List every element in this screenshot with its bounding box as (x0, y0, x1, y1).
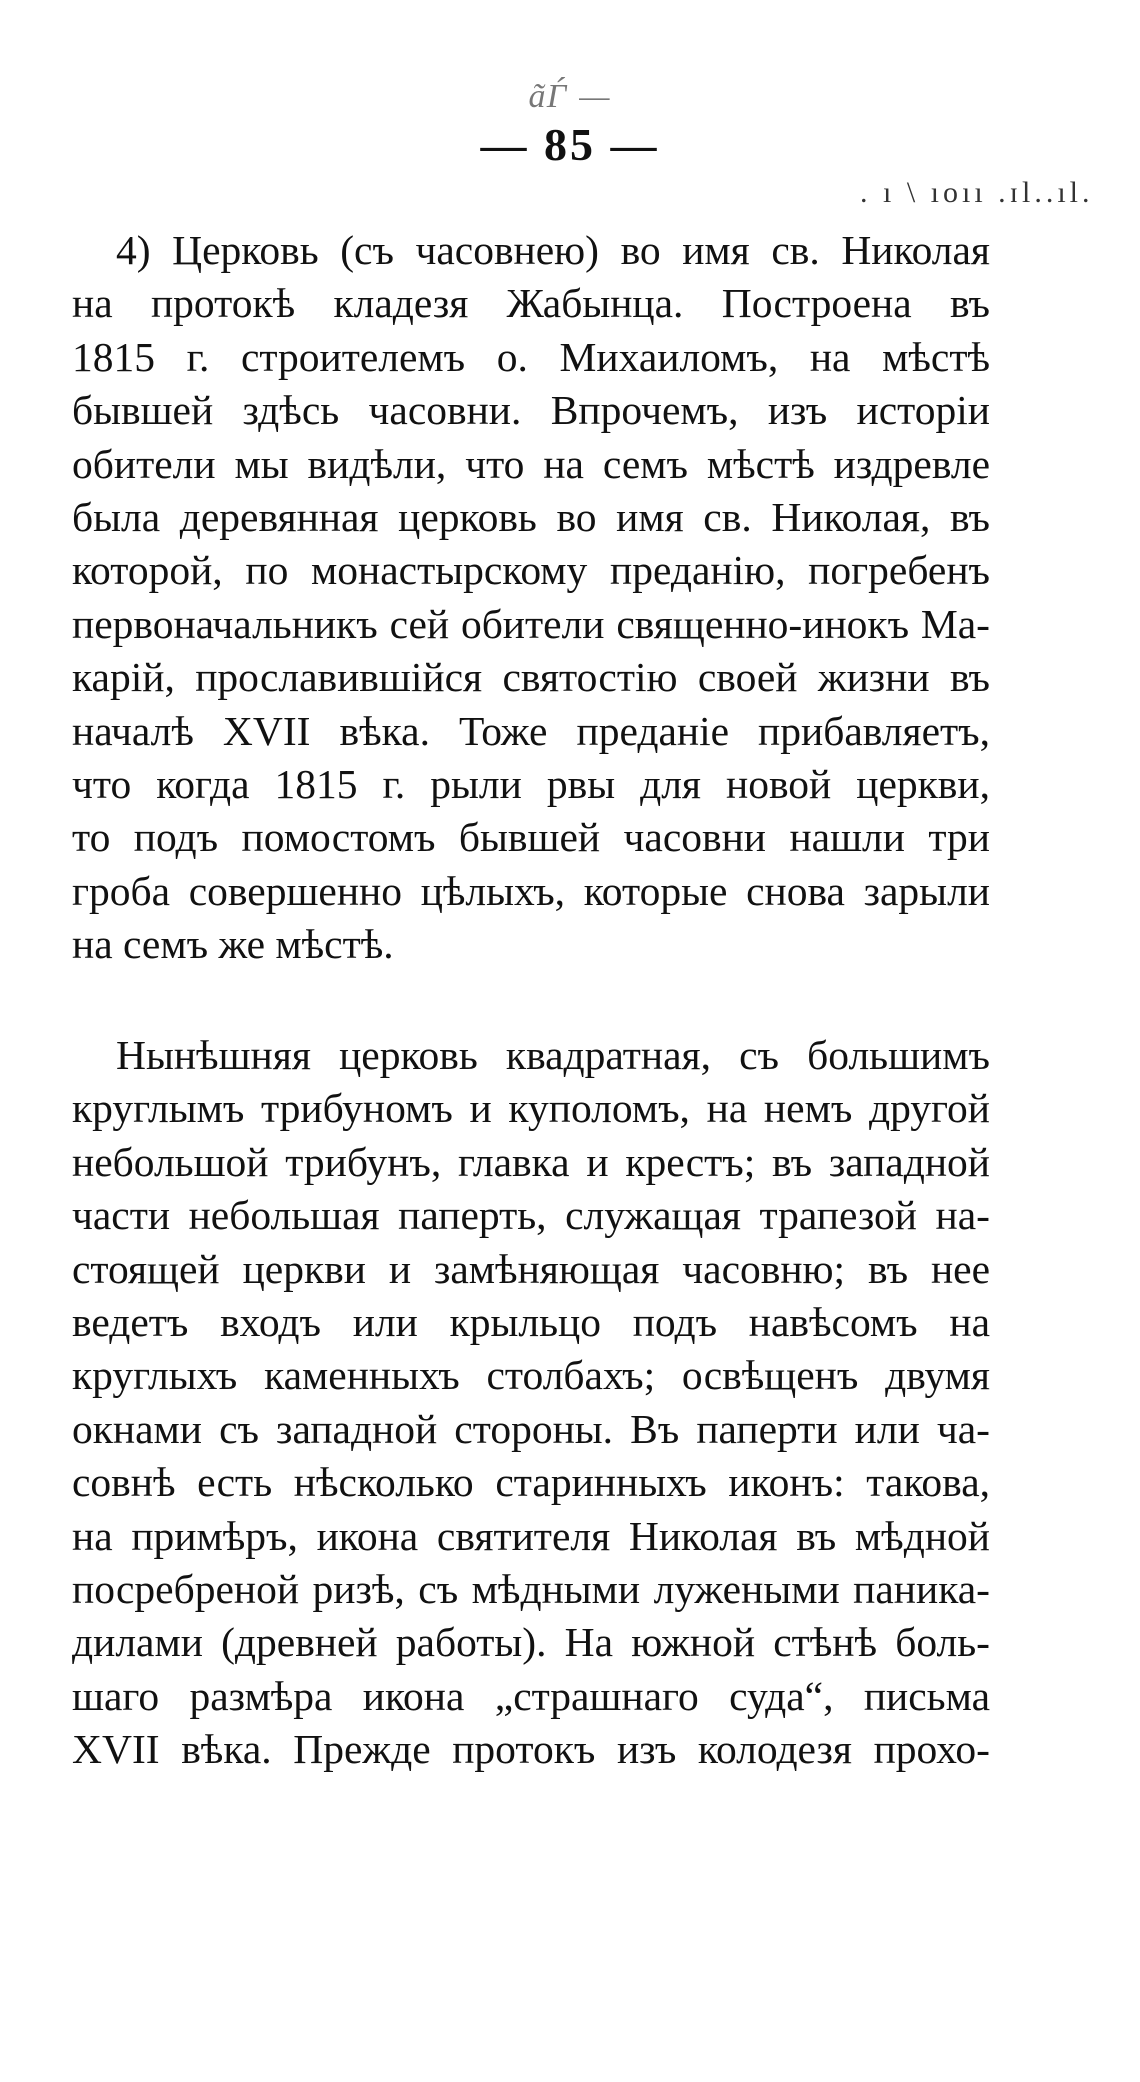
text-line: ведетъ входъ или крыльцо подъ навѣсомъ на (72, 1299, 990, 1346)
text-line: части небольшая паперть, служащая трапезой на- (72, 1192, 990, 1239)
text-line: круглыхъ каменныхъ столбахъ; освѣщенъ двумя (72, 1352, 990, 1399)
text-line: посребреной ризѣ, съ мѣдными лужеными паника- (72, 1566, 990, 1613)
text-line: XVII вѣка. Прежде протокъ изъ колодезя прохо- (72, 1726, 990, 1773)
text-line: стоящей церкви и замѣняющая часовню; въ нее (72, 1245, 990, 1292)
handwritten-page-mark: ãЃ — (528, 78, 612, 115)
text-line: то подъ помостомъ бывшей часовни нашли три (72, 814, 990, 861)
text-line: окнами съ западной стороны. Въ паперти или ча- (72, 1405, 990, 1452)
text-line: круглымъ трибуномъ и куполомъ, на немъ другой (72, 1085, 990, 1132)
text-line: обители мы видѣли, что на семъ мѣстѣ издревле (72, 440, 990, 487)
text-line: на примѣръ, икона святителя Николая въ мѣдной (72, 1512, 990, 1559)
paragraph-church-history (72, 224, 990, 972)
text-line: 1815 г. строителемъ о. Михаиломъ, на мѣстѣ (72, 333, 990, 380)
text-line: которой, по монастырскому преданію, погребенъ (72, 547, 990, 594)
text-line: была деревянная церковь во имя св. Николая, въ (72, 494, 990, 541)
text-line: шаго размѣра икона „страшнаго суда“, письма (72, 1672, 990, 1719)
text-line: первоначальникъ сей обители священно-инокъ Ма- (72, 600, 990, 647)
text-line: что когда 1815 г. рыли рвы для новой церкви, (72, 761, 990, 808)
page-number: — 85 — (480, 119, 660, 170)
bleed-through-text: . ı \ ıoıı .ɪl..ıl. (860, 176, 1094, 209)
text-line: 4) Церковь (съ часовнею) во имя св. Николая (116, 227, 990, 273)
text-line: дилами (древней работы). На южной стѣнѣ боль- (72, 1619, 990, 1666)
text-line: началѣ XVII вѣка. Тоже преданіе прибавляетъ, (72, 707, 990, 754)
text-line: бывшей здѣсь часовни. Впрочемъ, изъ исторіи (72, 387, 990, 434)
text-line: совнѣ есть нѣсколько старинныхъ иконъ: такова, (72, 1459, 990, 1506)
text-line: небольшой трибунъ, главка и крестъ; въ западной (72, 1138, 990, 1185)
text-line: гроба совершенно цѣлыхъ, которые снова зарыли (72, 867, 990, 914)
text-line: Нынѣшняя церковь квадратная, съ большимъ (116, 1032, 990, 1078)
text-line: карій, прославившійся святостію своей жизни въ (72, 654, 990, 701)
text-line: на протокѣ кладезя Жабынца. Построена въ (72, 280, 990, 327)
text-line: на семъ же мѣстѣ. (72, 921, 394, 968)
paragraph-church-description (72, 1029, 990, 1777)
